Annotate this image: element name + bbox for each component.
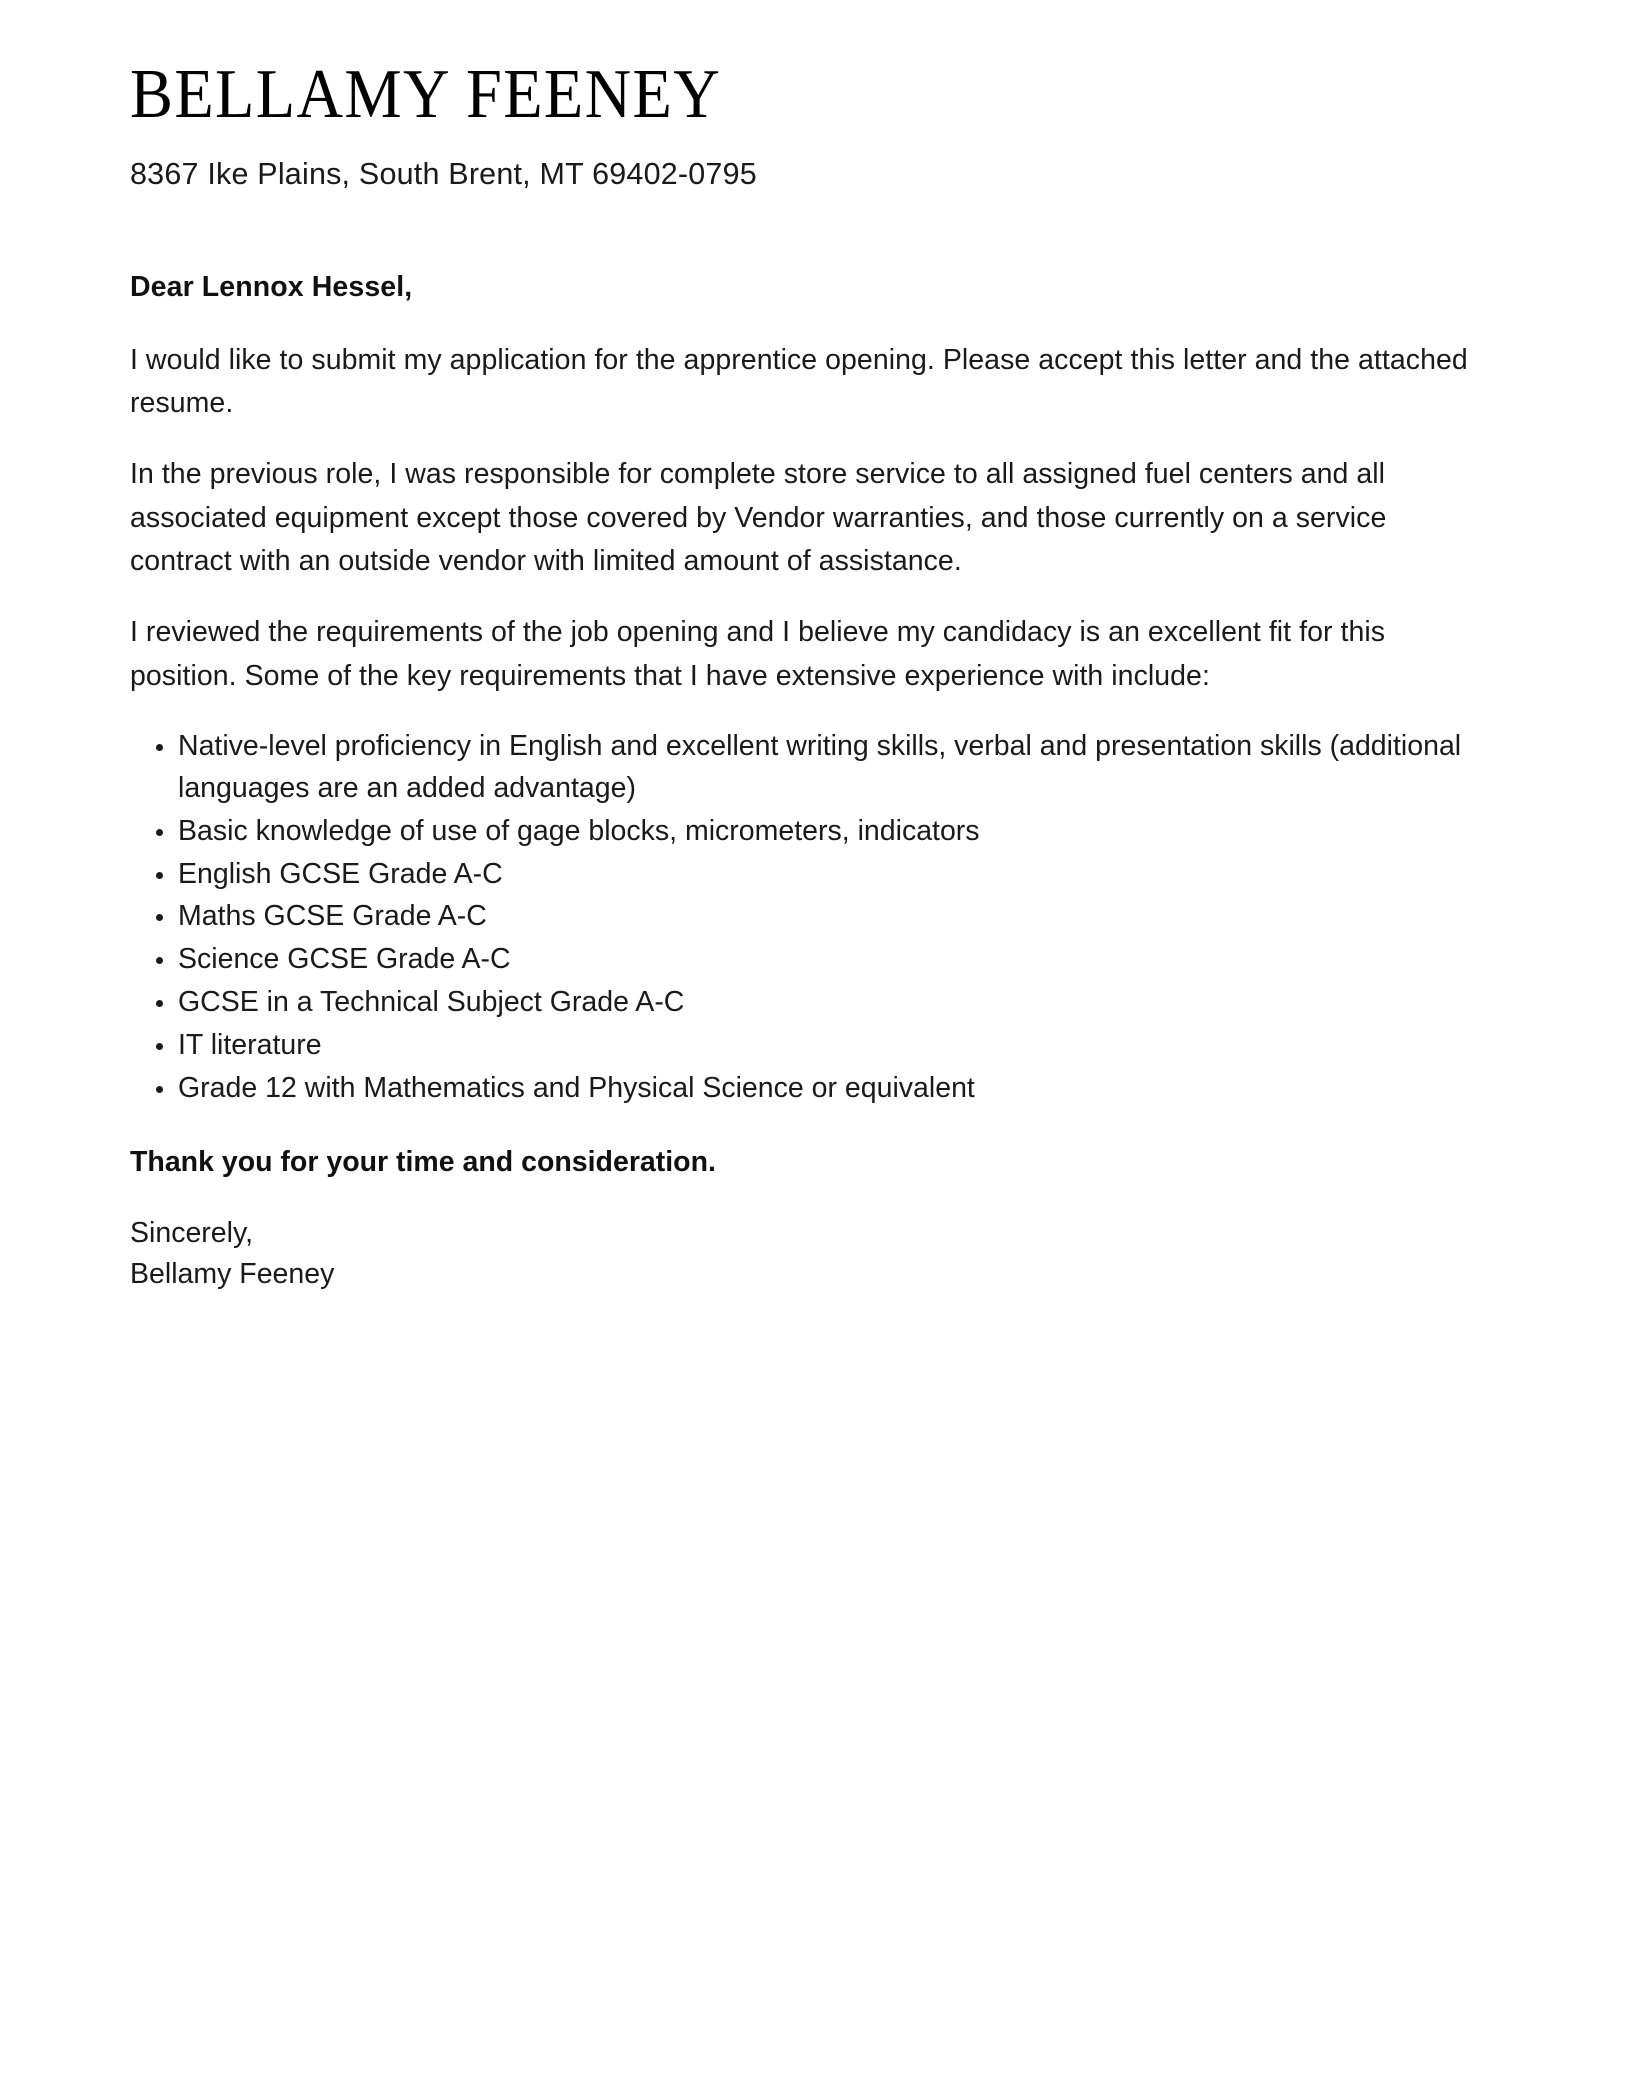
closing-line: Thank you for your time and consideration.	[130, 1145, 716, 1178]
list-item: Maths GCSE Grade A-C	[130, 896, 1468, 938]
list-item: English GCSE Grade A-C	[130, 854, 1468, 896]
body-paragraph-2: In the previous role, I was responsible for complete store service to all assigned fuel centers and all associated equipment except those covered by Vendor warranties, and those currently on a service contract with an outside vendor with limited amount of assistance.	[130, 458, 1387, 577]
letter-header	[130, 58, 1475, 195]
body-paragraph-3: I reviewed the requirements of the job opening and I believe my candidacy is an excellent fit for this position. Some of the key requirements that I have extensive experience with include:	[130, 616, 1386, 692]
list-item: IT literature	[130, 1025, 1468, 1067]
list-item: Science GCSE Grade A-C	[130, 939, 1468, 981]
signature-name: Bellamy Feeney	[130, 1257, 335, 1290]
letter-body	[130, 267, 1475, 1294]
letter-content	[130, 58, 1475, 1294]
signature-block	[130, 1213, 1475, 1294]
candidate-address: 8367 Ike Plains, South Brent, MT 69402-0795	[130, 157, 757, 192]
body-paragraph-1: I would like to submit my application for the apprentice opening. Please accept this letter and the attached resume.	[130, 343, 1468, 419]
salutation: Dear Lennox Hessel,	[130, 271, 413, 304]
list-item: Grade 12 with Mathematics and Physical Science or equivalent	[130, 1068, 1468, 1110]
valediction: Sincerely,	[130, 1217, 254, 1250]
requirements-list	[130, 726, 1475, 1110]
list-item: Native-level proficiency in English and excellent writing skills, verbal and presentation skills (additional languages are an added advantage)	[130, 726, 1468, 810]
page-title: BELLAMY FEENEY	[130, 56, 722, 133]
list-item: Basic knowledge of use of gage blocks, micrometers, indicators	[130, 811, 1468, 853]
list-item: GCSE in a Technical Subject Grade A-C	[130, 982, 1468, 1024]
